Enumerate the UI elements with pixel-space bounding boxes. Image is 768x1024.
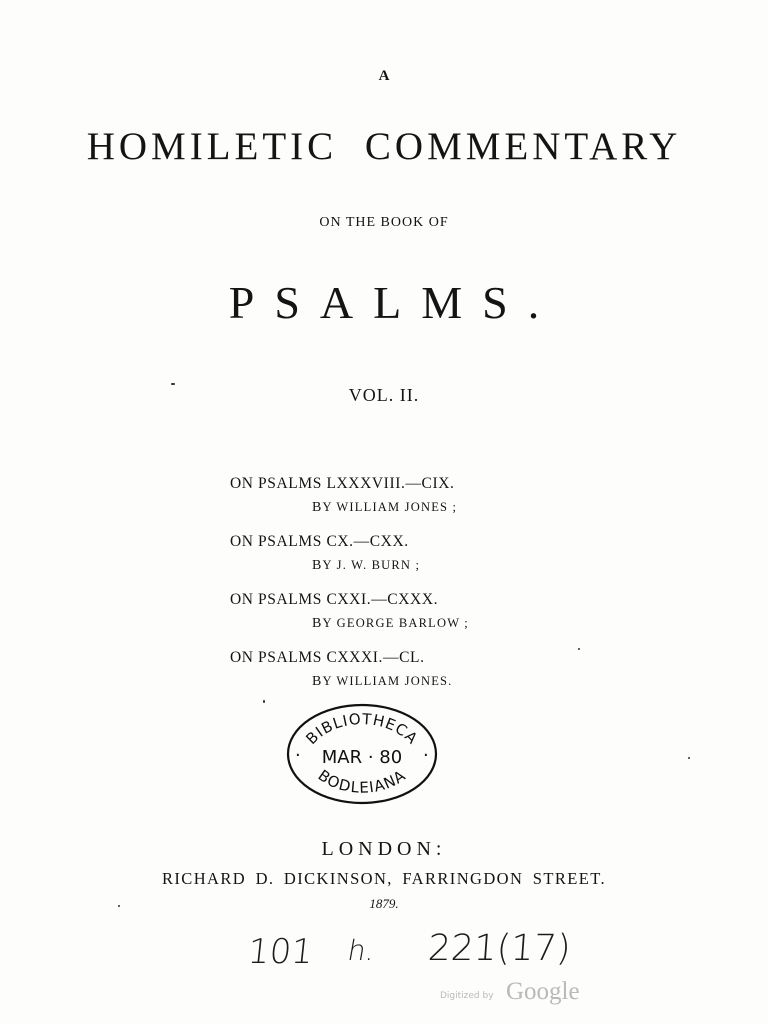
imprint-year: 1879.: [369, 896, 399, 911]
contents-section: [230, 532, 550, 590]
book-name: PSALMS.: [228, 277, 560, 328]
paper-speck: [263, 700, 265, 703]
author-credit-text: Y WILLIAM JONES ;: [322, 500, 458, 514]
stamp-dot-left: ·: [295, 745, 301, 766]
stamp-date: MAR · 80: [321, 747, 403, 768]
author-credit-text: Y GEORGE BARLOW ;: [322, 616, 469, 630]
stamp-bottom-text: BODLEIANA: [314, 766, 410, 797]
stamp-dot-right: ·: [423, 745, 429, 766]
shelfmark-part: 101: [245, 932, 316, 972]
title-article: A: [378, 68, 390, 84]
author-credit-initial: B: [312, 674, 323, 689]
psalm-range: ON PSALMS CXXI.—CXXX.: [230, 591, 439, 608]
author-credit-text: Y J. W. BURN ;: [322, 558, 421, 572]
library-stamp: [283, 700, 441, 808]
paper-speck: [688, 757, 690, 759]
author-credit: [230, 672, 550, 691]
author-credit: [230, 556, 550, 575]
imprint-publisher: RICHARD D. DICKINSON, FARRINGDON STREET.: [161, 869, 607, 888]
author-credit: [230, 498, 550, 517]
watermark-brand: Google: [506, 978, 580, 1005]
contents-section: [230, 474, 550, 532]
shelfmark-part: h.: [345, 934, 378, 967]
digitized-watermark: [440, 978, 610, 1010]
stamp-top-text: BIBLIOTHECA: [302, 709, 422, 748]
paper-speck: [578, 648, 580, 650]
shelfmark-part: 221(17): [426, 928, 573, 969]
contents-section: [230, 648, 550, 706]
author-credit-initial: B: [312, 616, 323, 631]
psalm-range: ON PSALMS CXXXI.—CL.: [230, 649, 425, 666]
paper-speck: [118, 905, 120, 907]
contents-list: [230, 474, 550, 706]
author-credit-initial: B: [312, 558, 323, 573]
imprint-city: LONDON:: [321, 838, 447, 860]
handwritten-shelfmark: [0, 918, 768, 978]
psalm-range: ON PSALMS CX.—CXX.: [230, 533, 409, 550]
psalm-range: ON PSALMS LXXXVIII.—CIX.: [230, 475, 455, 492]
contents-section: [230, 590, 550, 648]
paper-speck: [171, 383, 175, 385]
book-subtitle: ON THE BOOK OF: [319, 215, 449, 230]
author-credit-initial: B: [312, 500, 323, 515]
author-credit-text: Y WILLIAM JONES.: [322, 674, 453, 688]
volume-label: VOL. II.: [348, 385, 420, 405]
book-title: HOMILETIC COMMENTARY: [86, 125, 682, 168]
watermark-prefix: Digitized by: [440, 991, 494, 1001]
author-credit: [230, 614, 550, 633]
